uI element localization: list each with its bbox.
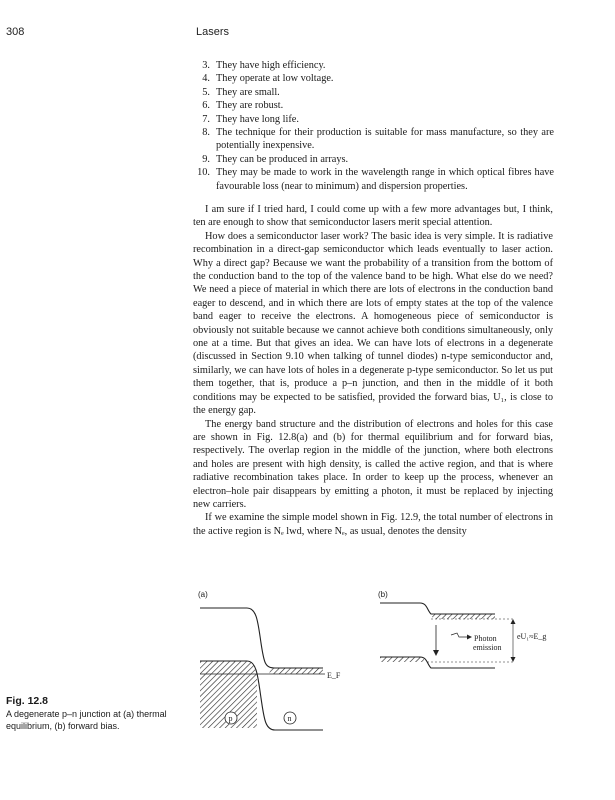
bias-label: eU₁≈E_g — [517, 632, 547, 641]
paragraph: If we examine the simple model shown in Fig. 12.9, the total number of electrons in the active region is Nₑ lwd, where Nₑ, as usual, denotes the density — [193, 512, 553, 537]
p-region-label: p — [228, 714, 233, 723]
fermi-level-label: E_F — [327, 671, 341, 680]
running-head: Lasers — [196, 26, 230, 38]
page-number: 308 — [6, 26, 25, 38]
list-item: 6. They are robust. — [202, 100, 284, 112]
panel-b-label: (b) — [378, 590, 388, 599]
band-diagram-figure — [195, 588, 560, 748]
body-text — [193, 203, 553, 538]
panel-a-diagram — [200, 608, 341, 730]
panel-b-diagram — [380, 603, 546, 668]
advantages-list — [186, 59, 554, 193]
n-region-label: n — [287, 714, 292, 723]
list-item: 5. They are small. — [202, 86, 280, 98]
figure-caption-text: A degenerate p–n junction at (a) thermal equilibrium, (b) forward bias. — [6, 709, 167, 731]
list-item: 3. They have high efficiency. — [202, 60, 326, 71]
list-item: 8. The technique for their production is suitable for mass manufacture, so they are potentially inexpensive. — [202, 127, 554, 152]
paragraph: The energy band structure and the distribution of electrons and holes for this case are shown in Fig. 12.8(a) and (b) for thermal equilibrium and for forward bias, respectively. The overlap region in the middle of the junction, where both electrons and holes are present with high density, is called the active region, and that is where radiative recombination takes place. In order to keep up the process, whenever an electron–hole pair disappears by emitting a photon, it must be replaced by injecting new carriers. — [193, 418, 553, 510]
photon-label: Photon — [474, 634, 497, 643]
list-item: 4. They operate at low voltage. — [202, 73, 334, 85]
list-item: 7. They have long life. — [202, 113, 299, 125]
panel-a-label: (a) — [198, 590, 208, 599]
list-item: 9. They can be produced in arrays. — [202, 153, 349, 165]
paragraph: I am sure if I tried hard, I could come up with a few more advantages but, I think, ten are enough to show that semiconductor lasers merit special attention. — [193, 204, 553, 229]
paragraph: How does a semiconductor laser work? The basic idea is very simple. It is radiative recombination in a direct-gap semiconductor which leads eventually to laser action. Why a direct gap? Because we want the probability of a transition from the bottom of the conduction band to the top of the valence band to be high. What else do we need? We need a piece of material in which there are lots of electrons in the conduction band eager to descend, and in which there are lots of empty states at the top of the valence band eager to receive the electrons. A homogeneous piece of semiconductor is obviously not suitable because we cannot achieve both conditions simultaneously, only one at a time. But that gives an idea. We can have lots of electrons in a degenerate (discussed in Section 9.10 when talking of tunnel diodes) n-type semiconductor and, similarly, we can have lots of holes in a degenerate p-type semiconductor. So let us put them together, that is, produce a p–n junction, and then in the middle of it both conditions may be expected to be satisfied, provided the forward bias, U₁, is close to the energy gap. — [193, 230, 553, 417]
emission-label: emission — [473, 643, 502, 652]
figure-caption-title: Fig. 12.8 — [6, 695, 49, 707]
list-item: 10. They may be made to work in the wavelength range in which optical fibres have favourable loss (near to minimum) and dispersion properties. — [197, 167, 554, 192]
